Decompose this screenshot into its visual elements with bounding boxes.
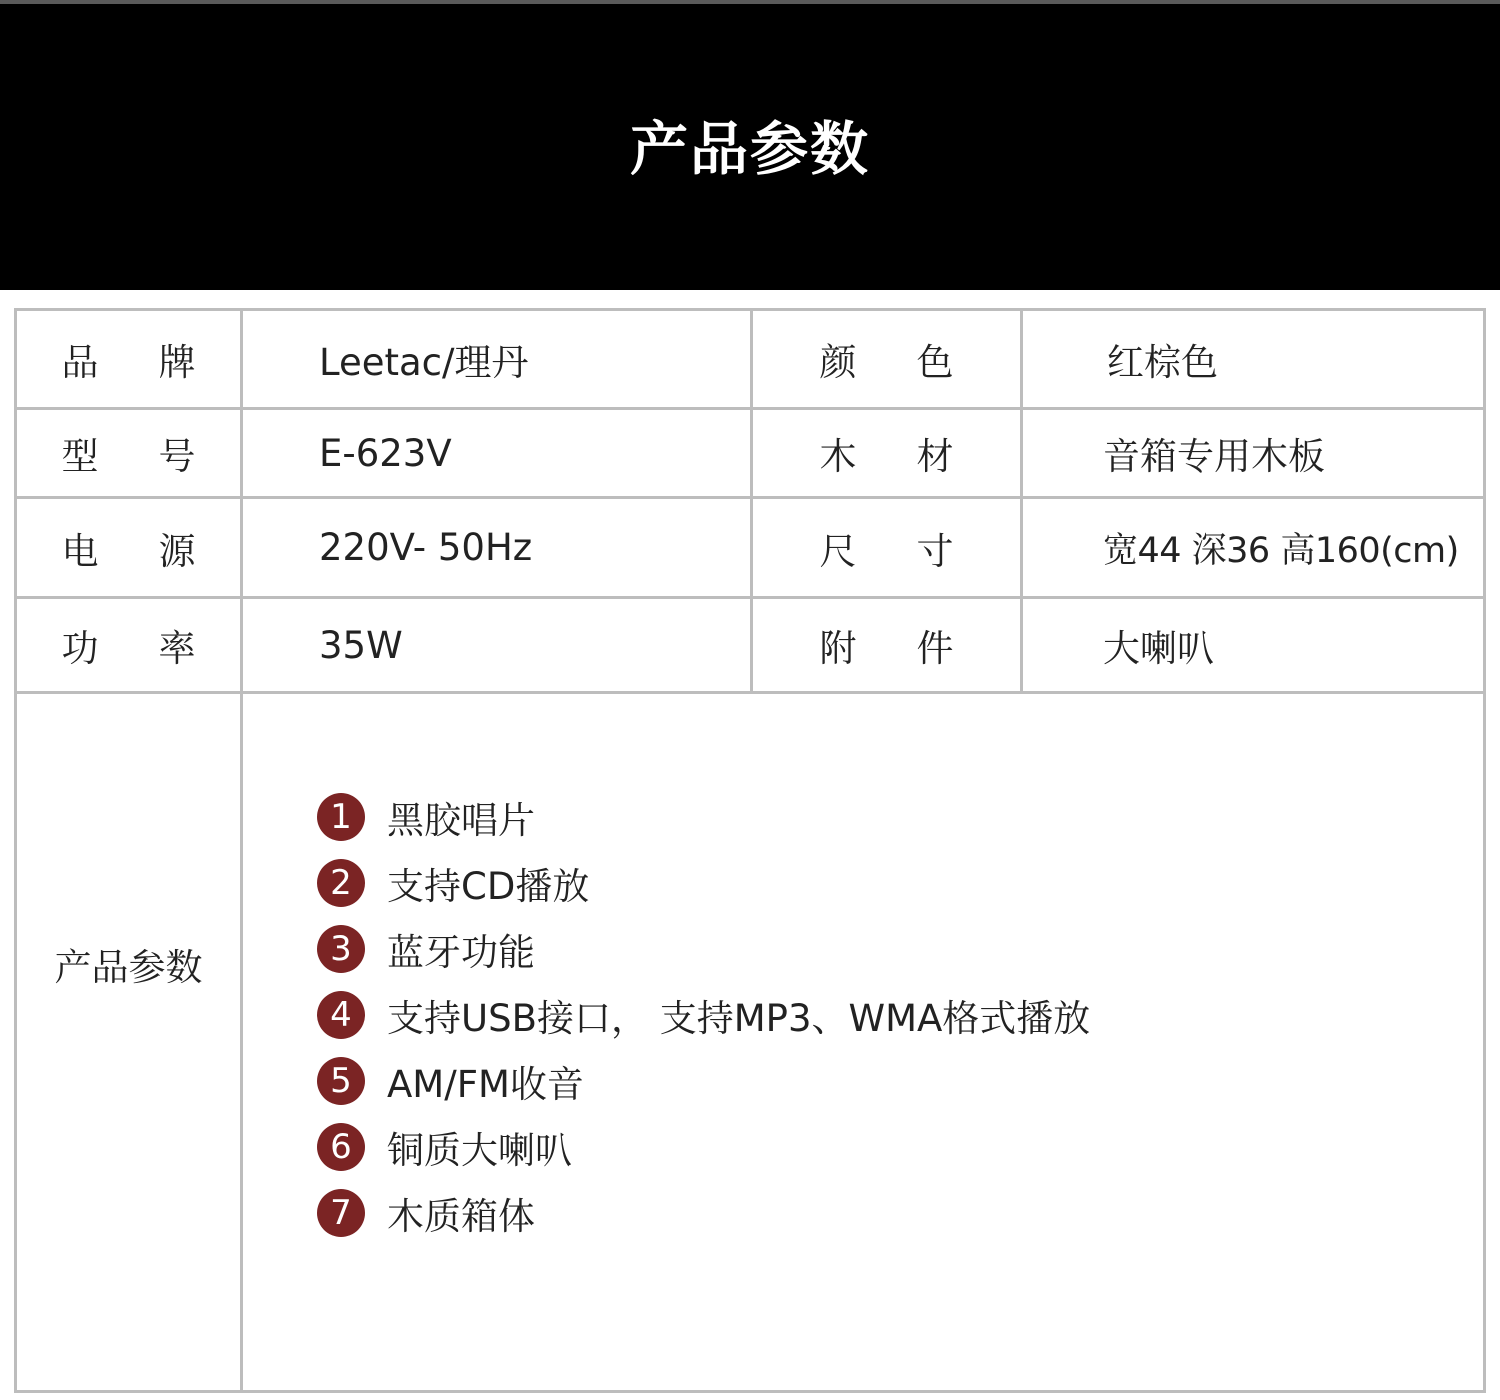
power-supply-value: 220V- 50Hz	[319, 526, 533, 569]
number-badge: 2	[317, 859, 365, 907]
header-banner	[0, 0, 1500, 290]
model-label: 型 号	[61, 435, 196, 478]
feature-text: 支持USB接口， 支持MP3、WMA格式播放	[387, 997, 1091, 1040]
wood-value: 音箱专用木板	[1103, 435, 1325, 478]
power-label: 功 率	[61, 627, 196, 670]
number-badge: 3	[317, 925, 365, 973]
number-badge: 6	[317, 1123, 365, 1171]
color-label: 颜 色	[819, 341, 954, 384]
model-value: E-623V	[319, 431, 452, 475]
number-badge: 1	[317, 793, 365, 841]
accessory-value: 大喇叭	[1103, 627, 1214, 670]
number-badge: 5	[317, 1057, 365, 1105]
color-value: 红棕色	[1107, 341, 1218, 384]
wood-label: 木 材	[819, 435, 954, 478]
feature-text: 铜质大喇叭	[387, 1129, 572, 1172]
feature-list	[317, 784, 1090, 1246]
feature-text: AM/FM收音	[387, 1063, 584, 1106]
features-label: 产品参数	[54, 946, 203, 989]
list-item	[317, 1048, 1090, 1114]
page-title: 产品参数	[629, 115, 870, 183]
accessory-label: 附 件	[819, 627, 954, 670]
column-divider	[240, 311, 243, 1393]
list-item	[317, 784, 1090, 850]
feature-text: 木质箱体	[387, 1195, 535, 1238]
power-supply-label: 电 源	[61, 529, 196, 573]
size-value: 宽44 深36 高160(cm)	[1103, 530, 1459, 571]
brand-label: 品 牌	[61, 341, 196, 384]
column-divider	[1020, 311, 1023, 691]
number-badge: 4	[317, 991, 365, 1039]
feature-text: 黑胶唱片	[387, 799, 535, 842]
number-badge: 7	[317, 1189, 365, 1237]
list-item	[317, 916, 1090, 982]
list-item	[317, 1180, 1090, 1246]
size-label: 尺 寸	[819, 529, 954, 573]
list-item	[317, 1114, 1090, 1180]
spec-table	[14, 308, 1486, 1393]
list-item	[317, 982, 1090, 1048]
list-item	[317, 850, 1090, 916]
power-value: 35W	[319, 623, 403, 667]
feature-text: 支持CD播放	[387, 865, 590, 908]
brand-value: Leetac/理丹	[319, 341, 529, 384]
feature-text: 蓝牙功能	[387, 931, 535, 974]
